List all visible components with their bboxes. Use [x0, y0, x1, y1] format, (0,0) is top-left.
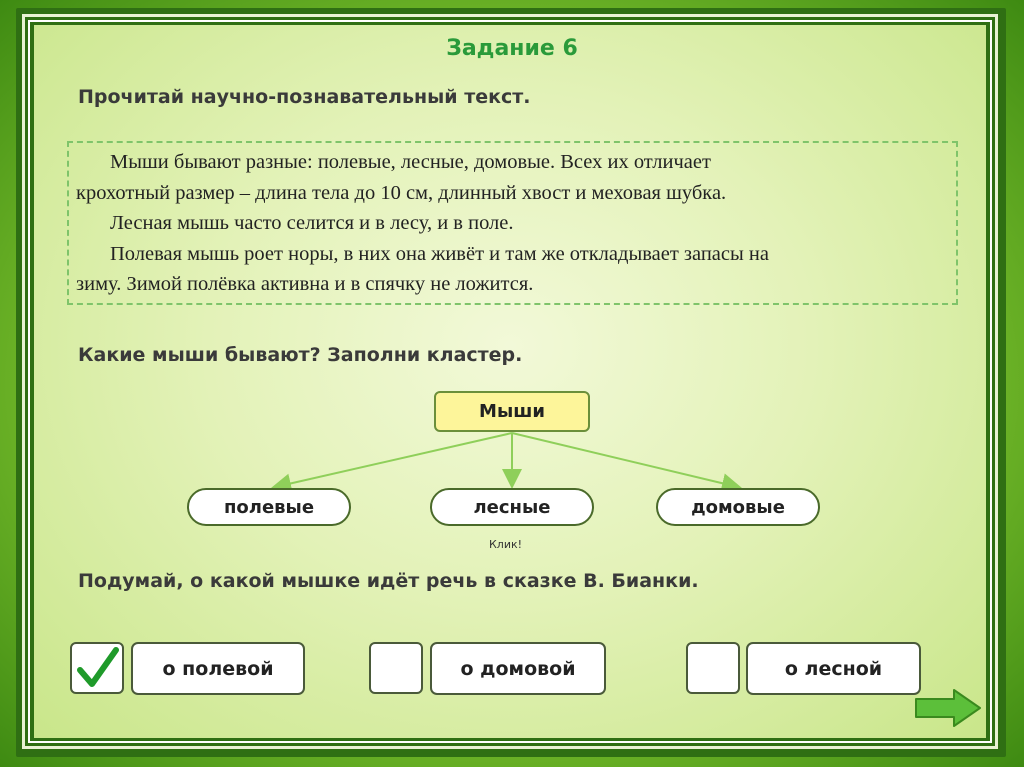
cluster-leaf-field[interactable]: полевые	[187, 488, 351, 526]
text-line-1: Мыши бывают разные: полевые, лесные, домовые. Всех их отличает	[110, 151, 711, 173]
cluster-leaf-forest[interactable]: лесные	[430, 488, 594, 526]
text-line-2: крохотный размер – длина тела до 10 см, длинный хвост и меховая шубка.	[76, 182, 727, 204]
answer-field-button[interactable]: о полевой	[131, 642, 305, 695]
answer-checkbox-field[interactable]	[70, 642, 124, 694]
question-cluster: Какие мыши бывают? Заполни кластер.	[78, 344, 523, 366]
text-line-5: зиму. Зимой полёвка активна и в спячку не ложится.	[76, 273, 534, 295]
text-line-4: Полевая мышь роет норы, в них она живёт и там же откладывает запасы на	[110, 243, 769, 265]
arrow-right-icon[interactable]	[914, 688, 982, 728]
cluster-root: Мыши	[434, 391, 590, 432]
task-title: Задание 6	[446, 36, 578, 61]
answer-house-button[interactable]: о домовой	[430, 642, 606, 695]
answer-checkbox-forest[interactable]	[686, 642, 740, 694]
cluster-leaf-house[interactable]: домовые	[656, 488, 820, 526]
connector-left	[275, 433, 512, 487]
click-hint[interactable]: Клик!	[489, 538, 523, 551]
instruction-read: Прочитай научно-познавательный текст.	[78, 86, 531, 108]
checkmark-icon	[76, 646, 120, 690]
connector-right	[512, 433, 738, 487]
question-tale: Подумай, о какой мышке идёт речь в сказке В. Бианки.	[78, 570, 699, 592]
answer-forest-button[interactable]: о лесной	[746, 642, 921, 695]
answer-checkbox-house[interactable]	[369, 642, 423, 694]
text-line-3: Лесная мышь часто селится и в лесу, и в поле.	[110, 212, 514, 234]
